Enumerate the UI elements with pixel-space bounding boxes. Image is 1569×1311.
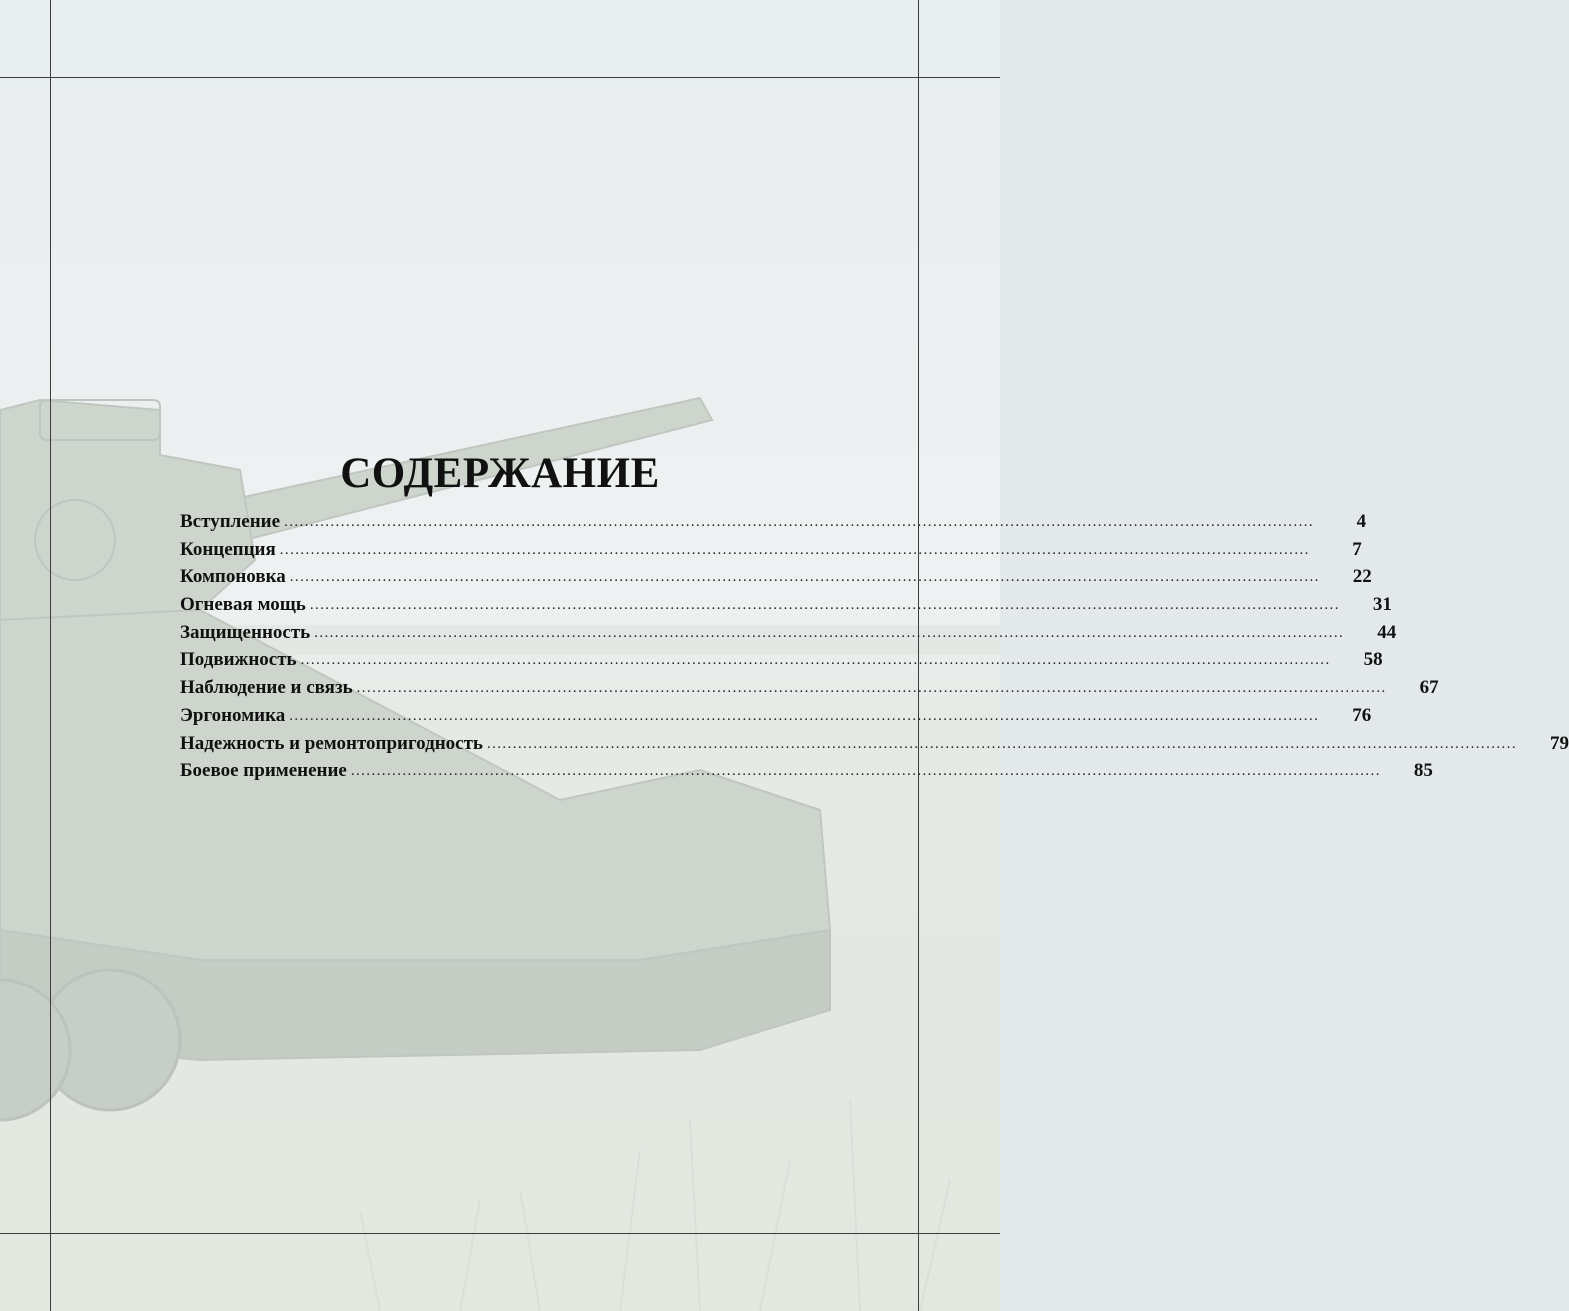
toc-entry-page: 44 [1377, 621, 1397, 643]
toc-entry[interactable] [180, 566, 1372, 594]
toc-entry-label: Эргономика [180, 704, 286, 726]
toc-entry[interactable] [180, 760, 1433, 788]
dot-leader: ........................................................................................................................................................................................................ [289, 707, 1320, 724]
toc-entry[interactable] [180, 732, 1569, 761]
toc-entry-page: 31 [1372, 594, 1392, 616]
toc-entry-page: 85 [1413, 760, 1433, 782]
table-of-contents [180, 511, 1569, 788]
toc-entry-label: Защищенность [180, 621, 311, 643]
dot-leader: ........................................................................................................................................................................................................ [289, 569, 1320, 586]
toc-entry-label: Компоновка [180, 566, 286, 588]
toc-entry-label: Подвижность [180, 649, 297, 671]
dot-leader: ........................................................................................................................................................................................................ [350, 763, 1381, 780]
dot-leader: ........................................................................................................................................................................................................ [486, 735, 1517, 752]
toc-entry[interactable] [180, 538, 1362, 567]
dot-leader: ........................................................................................................................................................................................................ [300, 652, 1331, 669]
dot-leader: ........................................................................................................................................................................................................ [309, 597, 1340, 614]
toc-entry[interactable] [180, 704, 1372, 733]
toc-entry-label: Концепция [180, 538, 276, 560]
toc-entry-label: Вступление [180, 511, 281, 532]
toc-entry[interactable] [180, 594, 1392, 622]
toc-entry-page: 7 [1352, 538, 1362, 560]
trim-mark-left [50, 0, 51, 1311]
toc-entry[interactable] [180, 511, 1367, 539]
dot-leader: ........................................................................................................................................................................................................ [356, 680, 1387, 697]
toc-entry-label: Боевое применение [180, 760, 347, 782]
dot-leader: ........................................................................................................................................................................................................ [279, 541, 1310, 558]
dot-leader: ........................................................................................................................................................................................................ [314, 624, 1345, 641]
toc-entry-label: Надежность и ремонтопригодность [180, 732, 483, 754]
trim-mark-top [0, 77, 1000, 78]
trim-mark-bottom [0, 1233, 1000, 1234]
page-title: СОДЕРЖАНИЕ [340, 450, 660, 497]
toc-entry-page: 67 [1419, 677, 1439, 699]
toc-entry-page: 22 [1352, 566, 1372, 588]
toc-entry-page: 76 [1352, 704, 1372, 726]
toc-entry[interactable] [180, 621, 1397, 650]
toc-entry-label: Наблюдение и связь [180, 677, 353, 699]
toc-entry-label: Огневая мощь [180, 594, 306, 616]
toc-entry[interactable] [180, 677, 1439, 705]
toc-entry-page: 79 [1549, 732, 1569, 754]
toc-entry[interactable] [180, 649, 1383, 677]
dot-leader: ........................................................................................................................................................................................................ [284, 514, 1315, 530]
toc-entry-page: 58 [1363, 649, 1383, 671]
toc-entry-page: 4 [1356, 511, 1367, 532]
